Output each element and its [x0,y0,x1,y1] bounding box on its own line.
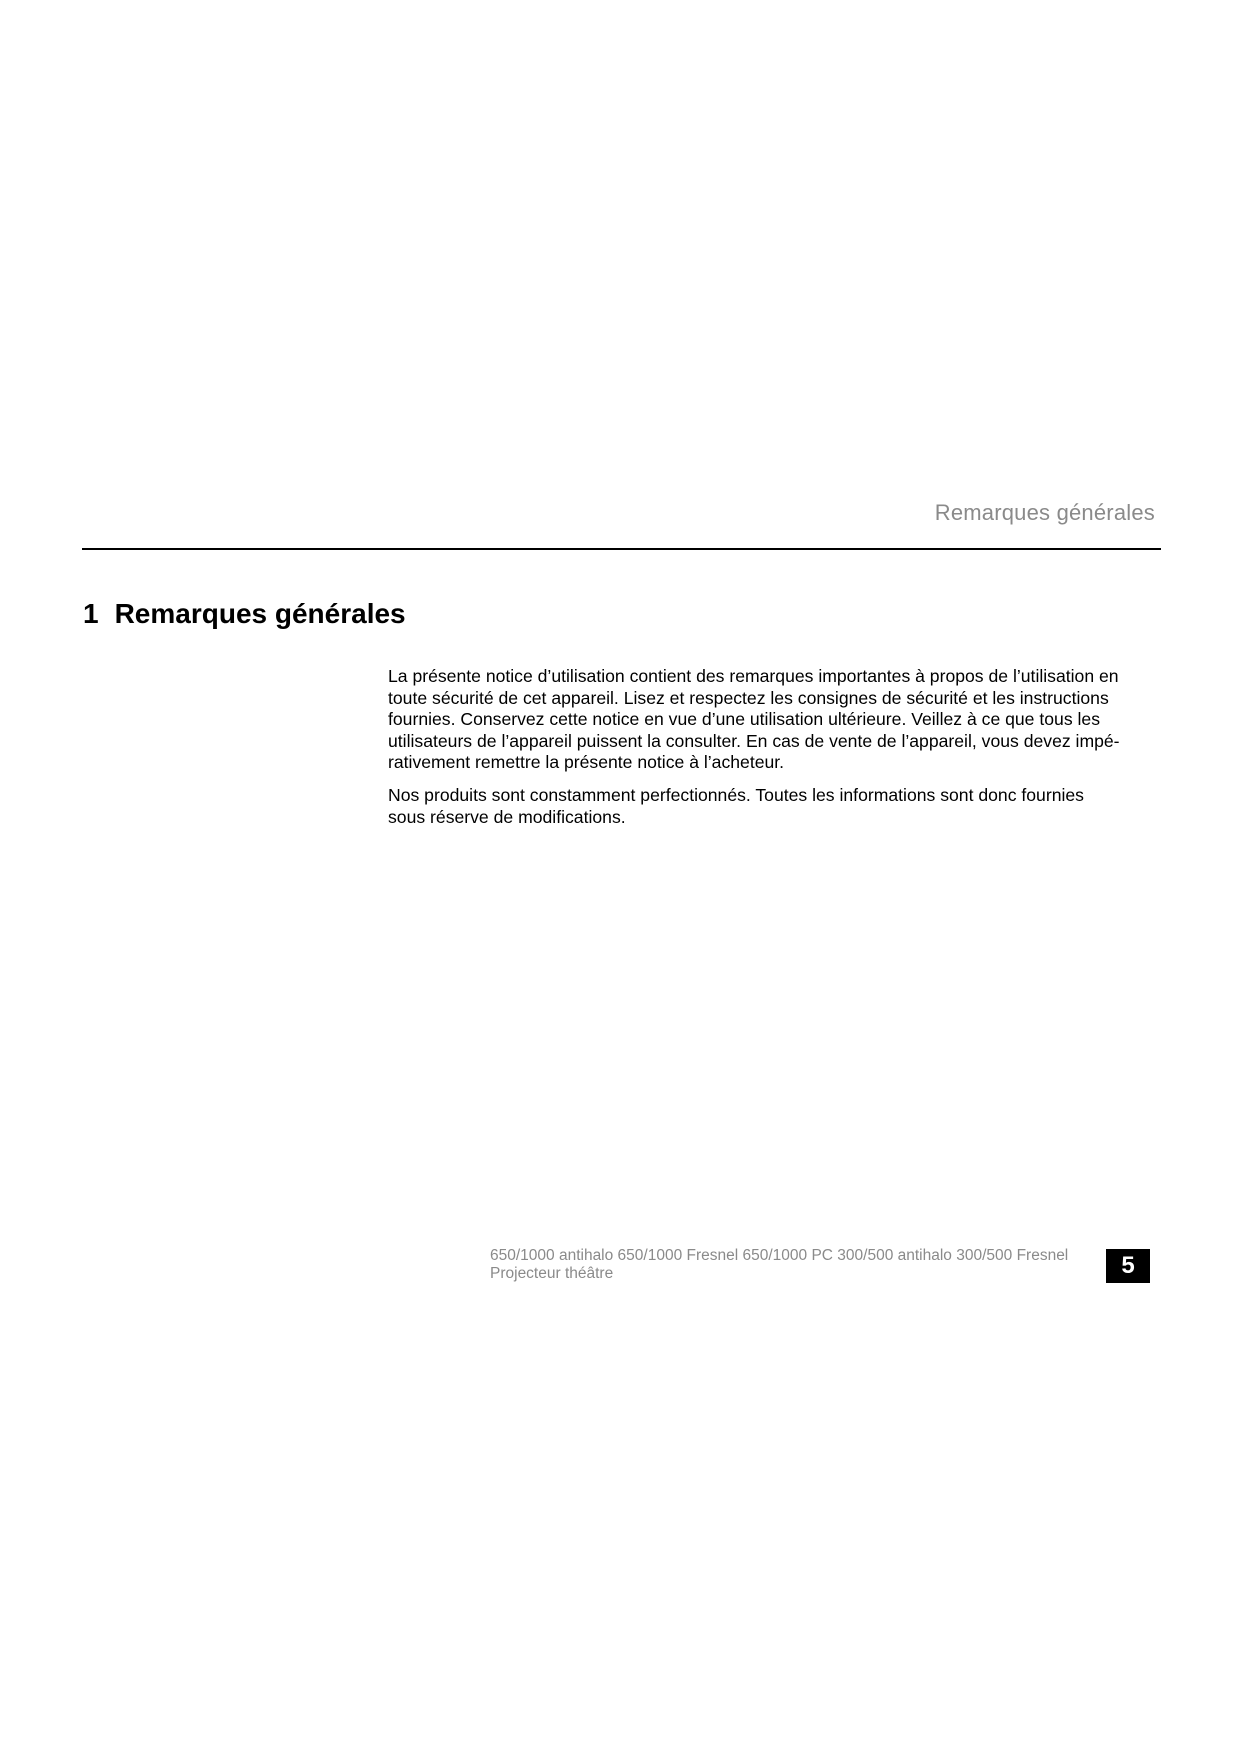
paragraph-intro: La présente notice d’utilisation contient des remarques importantes à propos de l’utilisation en toute sécurité de cet appareil. Lisez et respectez les consignes de sécurité et les instructions fournies. Conservez cette notice en vue d’une utilisation ultérieure. Veillez à ce que tous les utilisateurs de l’appareil puissent la consulter. En cas de vente de l’appareil, vous devez impé- rativement remettre la présente notice à l’acheteur. [388,666,1120,773]
footer-product: Projecteur théâtre [490,1265,614,1282]
section-title: Remarques générales [114,598,406,629]
running-header: Remarques générales [934,500,1155,525]
footer-text [490,1247,1068,1283]
header-divider [82,548,1161,550]
section-number: 1 [83,598,99,629]
body-text [388,666,1168,839]
paragraph-disclaimer: Nos produits sont constamment perfectionnés. Toutes les informations sont donc fournies sous réserve de modifications. [388,784,1084,827]
page-number-badge: 5 [1106,1249,1150,1283]
footer-models: 650/1000 antihalo 650/1000 Fresnel 650/1000 PC 300/500 antihalo 300/500 Fresnel [490,1247,1069,1264]
page-footer [490,1247,1150,1287]
section-heading [83,598,406,630]
